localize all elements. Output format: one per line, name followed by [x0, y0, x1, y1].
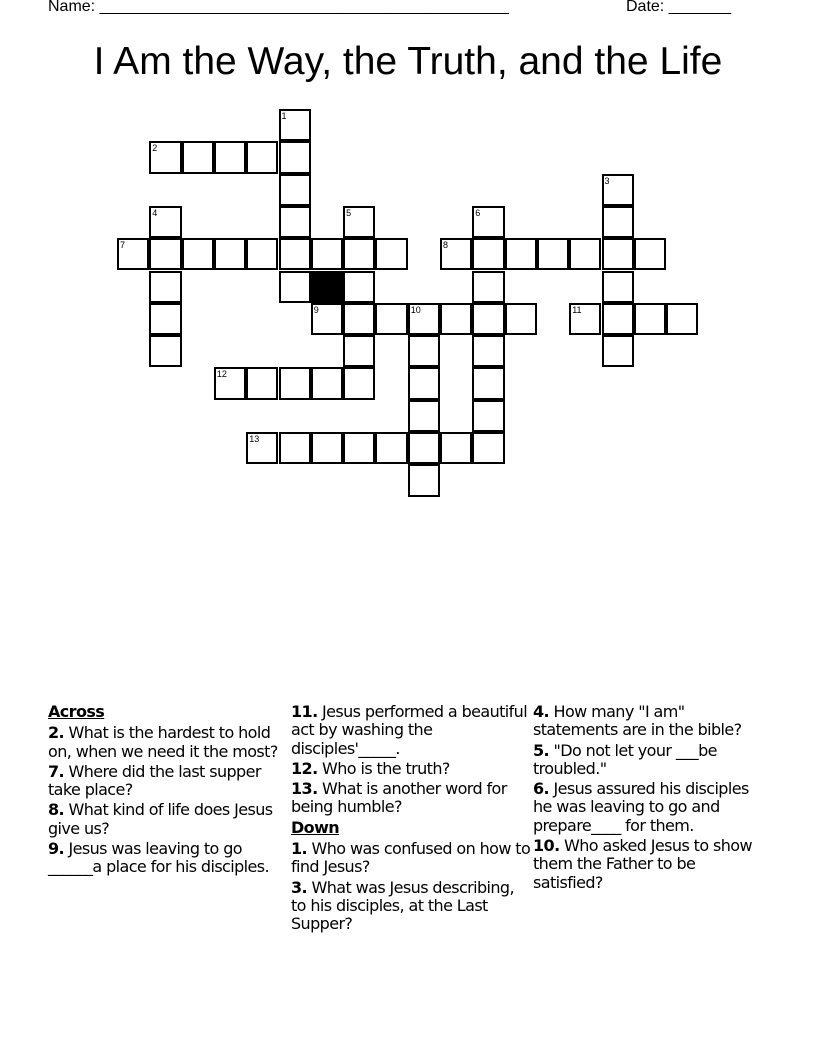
grid-cell[interactable]	[602, 271, 634, 303]
grid-cell[interactable]	[375, 238, 407, 270]
across-clue	[291, 760, 531, 778]
clue-number: 1.	[291, 839, 308, 859]
clue-number: 6	[475, 207, 481, 218]
grid-cell[interactable]	[408, 464, 440, 496]
across-clue	[48, 724, 280, 761]
grid-cell[interactable]	[279, 109, 311, 141]
clue-number: 11	[572, 304, 582, 315]
clue-number: 1	[281, 111, 287, 121]
clue-number: 4	[152, 207, 158, 218]
clue-number: 8	[443, 240, 449, 251]
across-heading: Across	[48, 702, 105, 721]
down-clue	[291, 840, 531, 877]
grid-cell[interactable]	[343, 206, 375, 238]
grid-cell[interactable]	[149, 141, 181, 173]
grid-cell[interactable]	[634, 303, 666, 335]
grid-cell[interactable]	[440, 303, 472, 335]
grid-cell[interactable]	[182, 238, 214, 270]
grid-cell[interactable]	[311, 303, 343, 335]
clues-column-2	[291, 703, 531, 936]
grid-cell[interactable]	[375, 432, 407, 464]
clue-text: Jesus was leaving to go ______a place for his disciples.	[48, 839, 269, 877]
clue-number: 4.	[533, 702, 550, 721]
down-clue	[533, 703, 768, 740]
grid-cell[interactable]	[569, 303, 601, 335]
across-clue	[48, 763, 280, 800]
grid-cell[interactable]	[472, 367, 504, 399]
grid-cell[interactable]	[408, 335, 440, 367]
grid-cell[interactable]	[214, 367, 246, 399]
grid-cell[interactable]	[472, 400, 504, 432]
grid-cell[interactable]	[602, 303, 634, 335]
clue-number: 9	[313, 304, 319, 315]
down-clue	[533, 742, 768, 779]
clue-number: 9.	[48, 839, 65, 859]
grid-cell[interactable]	[182, 141, 214, 173]
clue-number: 11.	[291, 702, 318, 721]
grid-cell[interactable]	[279, 206, 311, 238]
clue-number: 10	[410, 304, 421, 315]
clue-text: Who was confused on how to find Jesus?	[291, 839, 531, 877]
grid-cell[interactable]	[149, 303, 181, 335]
down-clue	[533, 837, 768, 892]
grid-cell[interactable]	[246, 367, 278, 399]
grid-cell[interactable]	[505, 303, 537, 335]
grid-cell[interactable]	[149, 238, 181, 270]
clue-text: Who is the truth?	[322, 758, 450, 778]
clue-number: 7.	[48, 761, 65, 781]
grid-cell[interactable]	[246, 238, 278, 270]
grid-cell[interactable]	[311, 367, 343, 399]
grid-cell[interactable]	[472, 206, 504, 238]
grid-cell[interactable]	[537, 238, 569, 270]
grid-cell[interactable]	[440, 432, 472, 464]
grid-cell[interactable]	[505, 238, 537, 270]
grid-cell[interactable]	[149, 271, 181, 303]
grid-cell[interactable]	[408, 367, 440, 399]
grid-cell[interactable]	[440, 238, 472, 270]
clue-text: Where did the last supper take place?	[48, 761, 261, 800]
down-heading: Down	[291, 817, 340, 837]
grid-cell[interactable]	[343, 271, 375, 303]
grid-cell[interactable]	[634, 238, 666, 270]
grid-cell[interactable]	[246, 432, 278, 464]
grid-cell[interactable]	[602, 206, 634, 238]
name-field: Name: ______________________________________________	[48, 0, 509, 15]
grid-cell[interactable]	[214, 141, 246, 173]
grid-cell[interactable]	[472, 432, 504, 464]
grid-cell[interactable]	[149, 335, 181, 367]
grid-cell[interactable]	[279, 141, 311, 173]
grid-cell[interactable]	[472, 303, 504, 335]
across-clue	[291, 703, 531, 758]
clue-number: 13.	[291, 779, 318, 799]
clue-number: 5	[346, 207, 352, 218]
across-clue	[48, 840, 280, 877]
grid-cell[interactable]	[408, 432, 440, 464]
clue-number: 2	[152, 143, 158, 154]
across-clue	[48, 801, 280, 838]
clue-number: 7	[120, 240, 126, 251]
clue-text: What is another word for being humble?	[291, 779, 507, 817]
black-cell	[311, 271, 343, 303]
grid-cell[interactable]	[343, 335, 375, 367]
clue-text: "Do not let your ___be troubled."	[533, 740, 717, 778]
grid-cell[interactable]	[279, 271, 311, 303]
clue-number: 8.	[48, 800, 65, 820]
grid-cell[interactable]	[408, 303, 440, 335]
clue-text: What was Jesus describing, to his disciples, at the Last Supper?	[291, 877, 514, 934]
grid-cell[interactable]	[214, 238, 246, 270]
clue-text: What kind of life does Jesus give us?	[48, 800, 273, 838]
grid-cell[interactable]	[279, 238, 311, 270]
grid-cell[interactable]	[343, 238, 375, 270]
clue-number: 12.	[291, 758, 318, 778]
clues-column-3	[533, 703, 768, 894]
clue-number: 6.	[533, 779, 550, 799]
grid-cell[interactable]	[408, 400, 440, 432]
down-clue	[291, 879, 531, 934]
clue-text: Jesus assured his disciples he was leaving to go and prepare____ for them.	[533, 779, 749, 835]
grid-cell[interactable]	[149, 206, 181, 238]
clue-number: 2.	[48, 723, 65, 743]
grid-cell[interactable]	[279, 174, 311, 206]
grid-cell[interactable]	[279, 367, 311, 399]
grid-cell[interactable]	[666, 303, 698, 335]
grid-cell[interactable]	[569, 238, 601, 270]
date-field: Date: _______	[626, 0, 731, 15]
clue-number: 12	[216, 369, 227, 380]
clue-number: 13	[249, 434, 260, 444]
grid-cell[interactable]	[117, 238, 149, 270]
clue-text: Who asked Jesus to show them the Father to be satisfied?	[533, 836, 752, 892]
grid-cell[interactable]	[343, 432, 375, 464]
grid-cell[interactable]	[602, 174, 634, 206]
clue-number: 5.	[533, 740, 550, 760]
clue-text: What is the hardest to hold on, when we need it the most?	[48, 723, 278, 761]
grid-cell[interactable]	[375, 303, 407, 335]
grid-cell[interactable]	[311, 432, 343, 464]
page-title: I Am the Way, the Truth, and the Life	[93, 40, 723, 83]
grid-cell[interactable]	[311, 238, 343, 270]
down-clue	[533, 780, 768, 835]
clue-text: How many "I am" statements are in the bible?	[533, 702, 742, 740]
grid-cell[interactable]	[472, 271, 504, 303]
clue-text: Jesus performed a beautiful act by washing the disciples'_____.	[291, 702, 528, 758]
grid-cell[interactable]	[246, 141, 278, 173]
clue-number: 3	[604, 175, 610, 186]
grid-cell[interactable]	[343, 367, 375, 399]
grid-cell[interactable]	[472, 238, 504, 270]
clues-column-1	[48, 703, 280, 879]
grid-cell[interactable]	[343, 303, 375, 335]
clue-number: 3.	[291, 877, 308, 897]
clue-number: 10.	[533, 836, 560, 856]
grid-cell[interactable]	[602, 238, 634, 270]
across-clue	[291, 780, 531, 817]
grid-cell[interactable]	[602, 335, 634, 367]
grid-cell[interactable]	[472, 335, 504, 367]
grid-cell[interactable]	[279, 432, 311, 464]
